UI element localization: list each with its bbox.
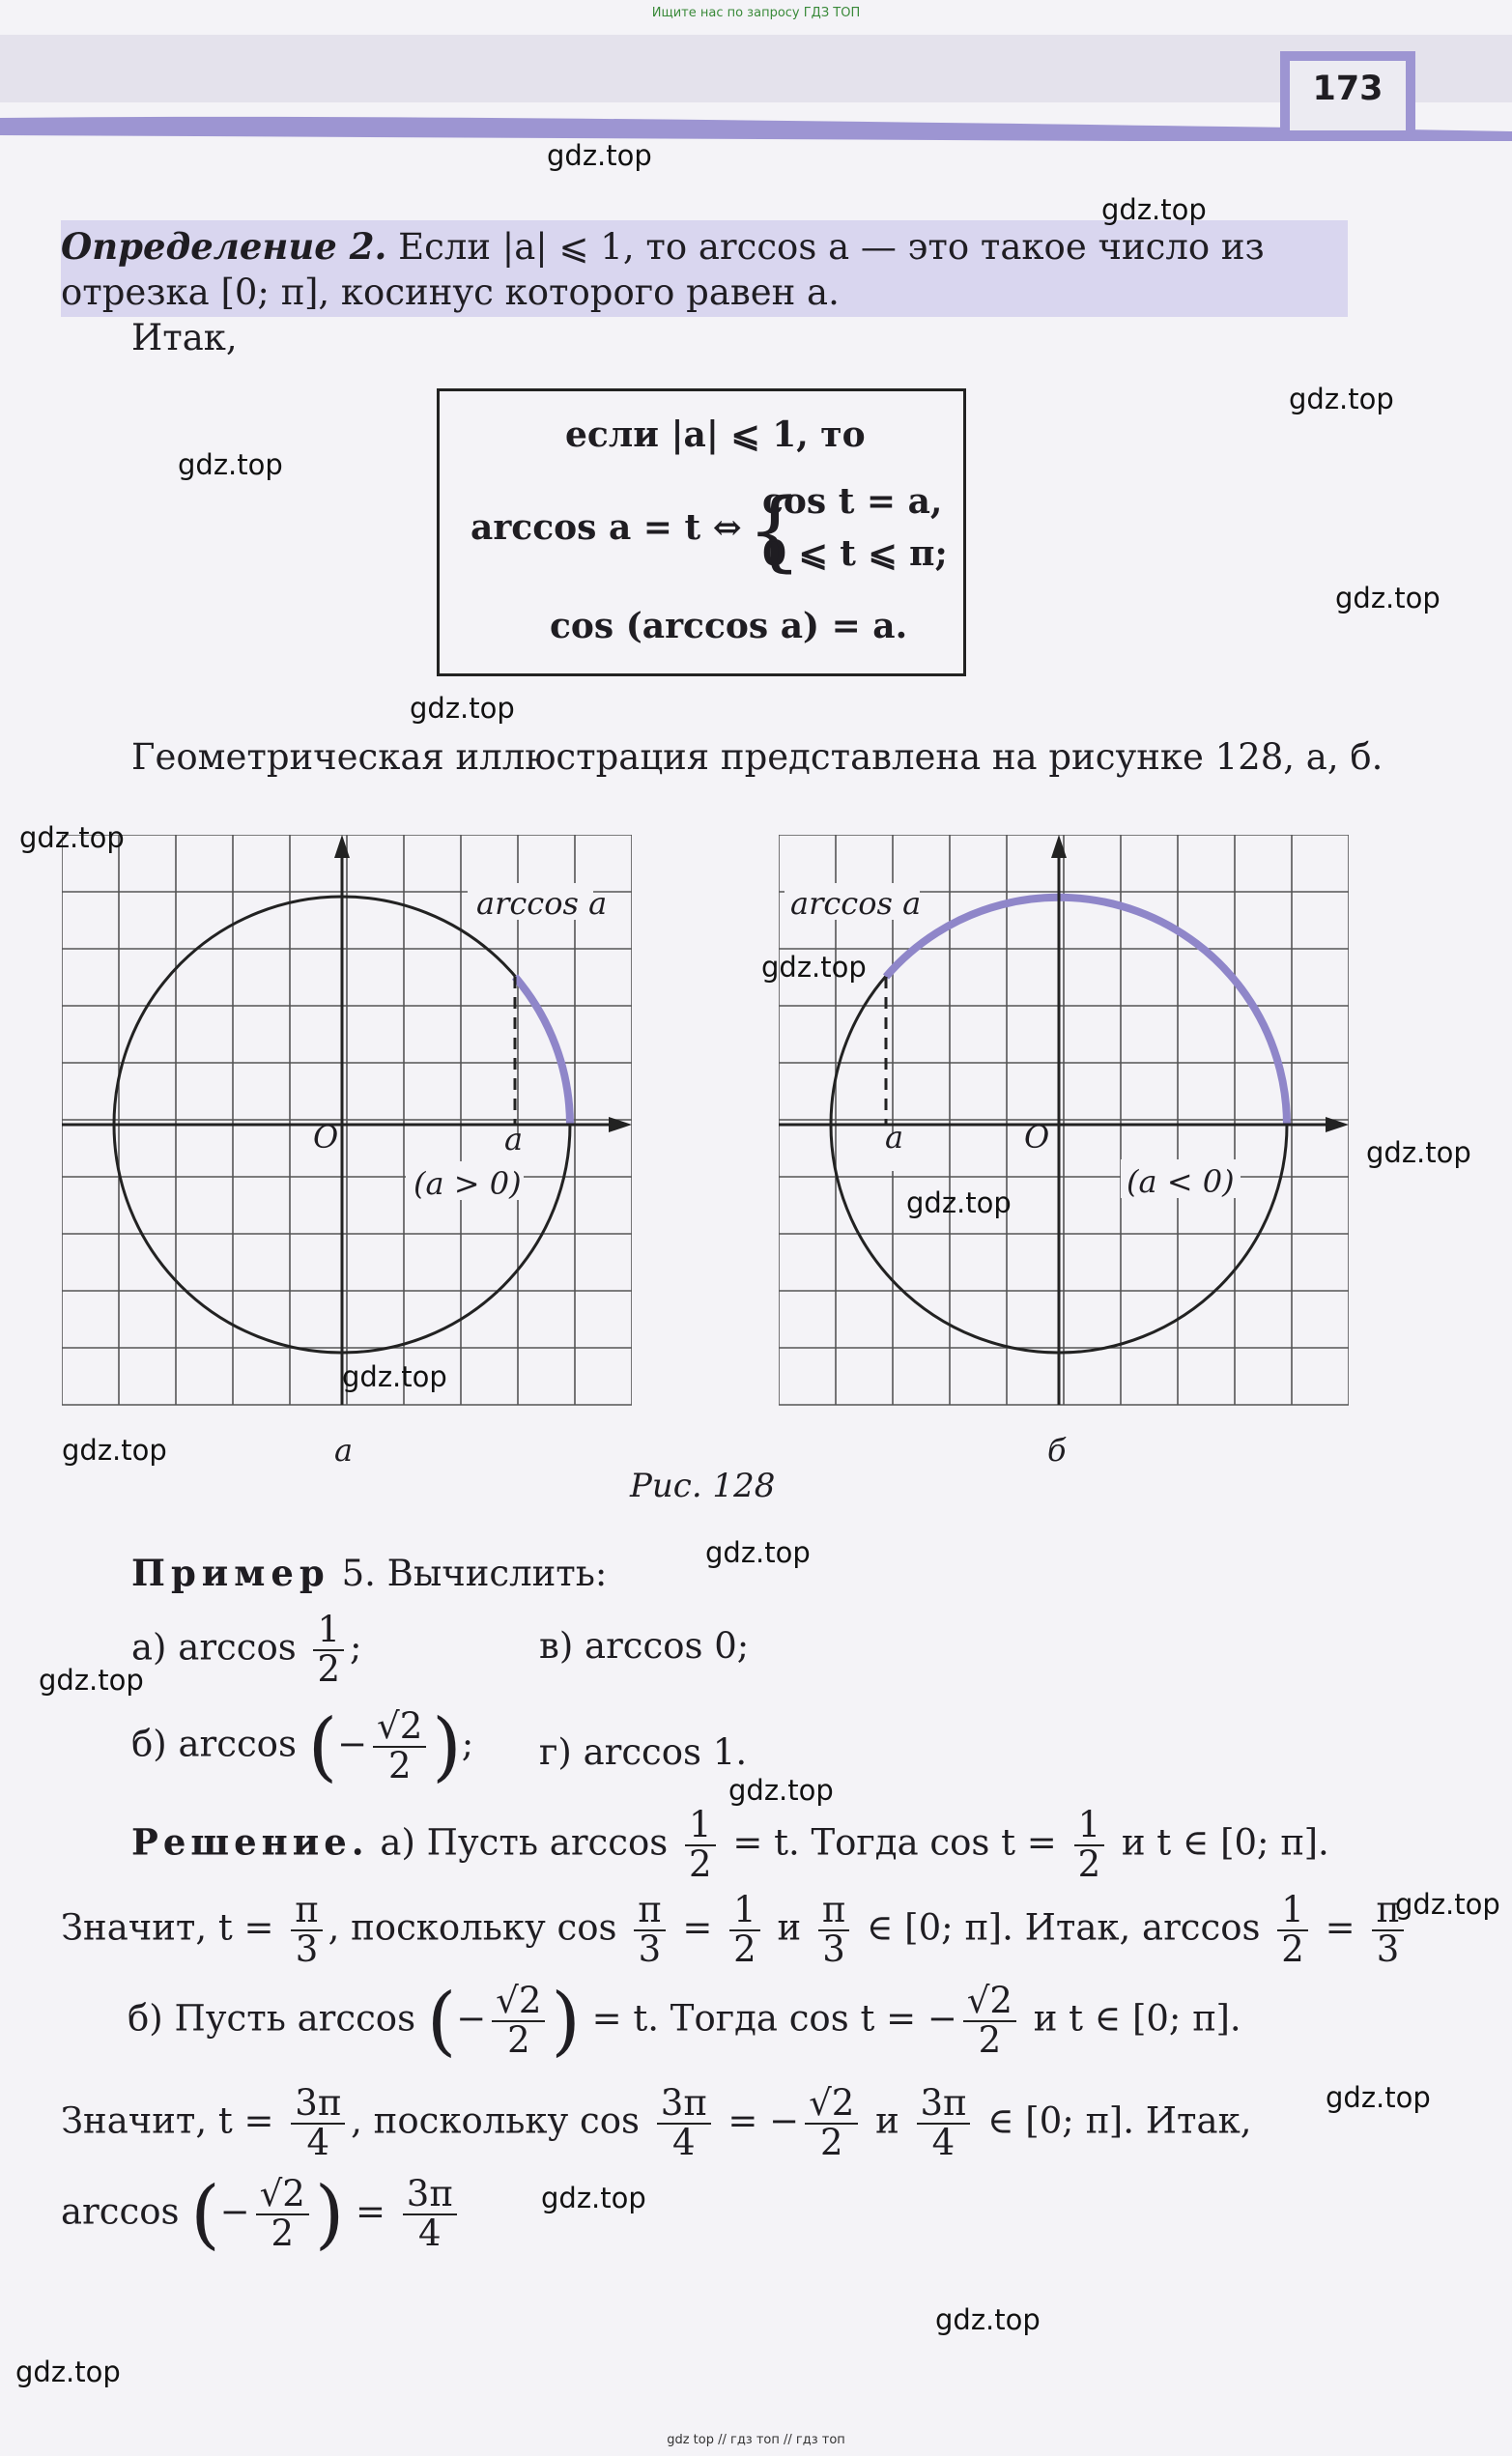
- fraction-denominator: 3: [295, 1928, 319, 1970]
- box-identity: cos (arccos a) = a.: [550, 606, 908, 646]
- solution-title: Решение.: [131, 1820, 369, 1864]
- text: Значит, t =: [61, 2099, 274, 2142]
- watermark: gdz.top: [342, 1360, 447, 1393]
- fig-a-arc-label: arccos a: [476, 885, 608, 922]
- fraction-numerator: 1: [1074, 1807, 1105, 1846]
- fraction-denominator: 2: [978, 2018, 1002, 2061]
- definition-line-1: [61, 225, 1265, 268]
- fig-a-sub: а: [334, 1432, 354, 1469]
- text: и: [777, 1906, 802, 1949]
- fraction-numerator: 3π: [403, 2176, 457, 2215]
- solution-line-3: б) Пусть arccos (− $\frac{√2}{2}$ ) = t. Тогда cos t = − $\frac{√2}{2}$ и t ∈ [0; π].: [128, 1977, 1241, 2065]
- watermark: gdz.top: [1395, 1888, 1500, 1921]
- watermark: gdz.top: [1289, 383, 1394, 415]
- solution-line-4: [61, 2082, 1252, 2163]
- fraction-numerator: √2: [373, 1708, 426, 1748]
- text: и t ∈ [0; π].: [1033, 1997, 1241, 2040]
- figure-128-b: [779, 835, 1349, 1414]
- fig-b-condition: (a < 0): [1127, 1163, 1235, 1200]
- solution-line-2: [61, 1889, 1410, 1970]
- fraction-numerator: √2: [963, 1983, 1016, 2022]
- fraction-denominator: 3: [1376, 1928, 1400, 1970]
- solution-line-1: [131, 1804, 1329, 1885]
- fraction-denominator: 2: [507, 2018, 530, 2061]
- fraction-denominator: 4: [671, 2121, 696, 2163]
- fraction-denominator: 2: [1077, 1842, 1101, 1885]
- box-equivalence: arccos a = t ⇔: [471, 507, 742, 548]
- fraction-numerator: √2: [256, 2176, 309, 2215]
- example-heading: [131, 1552, 607, 1594]
- fraction-denominator: 3: [822, 1928, 845, 1970]
- watermark: gdz.top: [1326, 2081, 1431, 2114]
- fraction-denominator: 2: [733, 1928, 756, 1970]
- definition-line-2: отрезка [0; π], косинус которого равен a.: [61, 271, 840, 313]
- fig-a-origin: O: [313, 1119, 339, 1156]
- watermark: gdz.top: [728, 1774, 834, 1807]
- text: , поскольку cos: [328, 1906, 617, 1949]
- fraction-denominator: 2: [387, 1744, 412, 1786]
- example-item-b: б) arccos (− $\frac{√2}{2}$ );: [131, 1702, 474, 1790]
- watermark: gdz.top: [541, 2182, 646, 2214]
- fig-a-condition: (a > 0): [414, 1165, 522, 1202]
- itak-label: Итак,: [131, 317, 238, 358]
- geometry-sentence: Геометрическая иллюстрация представлена на рисунке 128, a, б.: [131, 736, 1384, 778]
- definition-lead: Определение 2.: [61, 225, 387, 268]
- example-a-end: ;: [350, 1626, 362, 1669]
- arc-highlight: [886, 898, 1287, 1125]
- text: ∈ [0; π]. Итак, arccos: [866, 1906, 1261, 1949]
- top-banner[interactable]: Ищите нас по запросу ГДЗ ТОП: [651, 6, 861, 20]
- watermark: gdz.top: [1335, 582, 1441, 614]
- text: =: [682, 1906, 713, 1949]
- solution-line-5: arccos (− $\frac{√2}{2}$ ) = $\frac{3\pi}{4}$: [61, 2176, 463, 2253]
- fraction-denominator: 4: [417, 2212, 442, 2254]
- text: и: [875, 2099, 899, 2142]
- bottom-links[interactable]: gdz top // гдз топ // гдз топ: [667, 2433, 845, 2447]
- brace-icon: {: [747, 480, 803, 582]
- fraction-denominator: 4: [931, 2121, 956, 2163]
- text: = t. Тогда cos t =: [732, 1821, 1057, 1864]
- watermark: gdz.top: [547, 139, 652, 172]
- text: б) Пусть arccos: [128, 1997, 416, 2040]
- fraction-denominator: 2: [819, 2121, 843, 2163]
- fraction-numerator: √2: [805, 2085, 858, 2125]
- fraction-numerator: 3π: [917, 2085, 971, 2125]
- fraction-numerator: π: [818, 1892, 849, 1931]
- fraction-numerator: √2: [492, 1983, 545, 2022]
- watermark: gdz.top: [935, 2303, 1041, 2336]
- figure-caption: Рис. 128: [630, 1467, 776, 1505]
- definition-text: Если |a| ⩽ 1, то arccos a — это такое число из: [398, 226, 1265, 268]
- fraction-numerator: π: [634, 1892, 665, 1931]
- text: =: [356, 2190, 386, 2233]
- watermark: gdz.top: [705, 1536, 811, 1569]
- watermark: gdz.top: [906, 1186, 1012, 1219]
- fraction-numerator: 3π: [291, 2085, 345, 2125]
- text: Значит, t =: [61, 1906, 274, 1949]
- fig-b-arc-label: arccos a: [790, 885, 922, 922]
- fig-b-a-label: a: [885, 1119, 904, 1156]
- minus-sign: −: [219, 2190, 250, 2233]
- watermark: gdz.top: [62, 1434, 167, 1467]
- example-a-text: а) arccos: [131, 1626, 297, 1669]
- fraction-denominator: 4: [306, 2121, 329, 2163]
- example-item-g: г) arccos 1.: [539, 1731, 748, 1773]
- example-item-a: [131, 1609, 362, 1690]
- text: , поскольку cos: [351, 2099, 641, 2142]
- text: = t. Тогда cos t = −: [591, 1997, 957, 2040]
- watermark: gdz.top: [15, 2356, 121, 2388]
- fraction-numerator: 3π: [657, 2085, 711, 2125]
- text: ∈ [0; π]. Итак,: [987, 2099, 1252, 2142]
- box-condition: если |a| ⩽ 1, то: [565, 414, 866, 455]
- fig-a-a-label: a: [504, 1121, 524, 1157]
- text: а) Пусть arccos: [380, 1821, 669, 1864]
- example-b-end: ;: [461, 1723, 474, 1765]
- watermark: gdz.top: [1101, 193, 1207, 226]
- example-b-text: б) arccos: [131, 1723, 297, 1765]
- fraction-denominator: 2: [271, 2212, 295, 2254]
- text: =: [1325, 1906, 1355, 1949]
- watermark: gdz.top: [1366, 1136, 1471, 1169]
- fraction-numerator: 1: [313, 1612, 344, 1651]
- figure-128-a: [62, 835, 632, 1414]
- fraction-denominator: 3: [638, 1928, 662, 1970]
- watermark: gdz.top: [19, 821, 125, 854]
- text: = −: [727, 2099, 800, 2142]
- fraction-numerator: π: [291, 1892, 322, 1931]
- text: arccos: [61, 2190, 180, 2233]
- watermark: gdz.top: [410, 692, 515, 725]
- minus-sign: −: [456, 1997, 487, 2040]
- header-band: [0, 35, 1512, 141]
- fraction-numerator: π: [1372, 1892, 1403, 1931]
- formula-box: [437, 388, 966, 676]
- watermark: gdz.top: [178, 448, 283, 481]
- fraction-denominator: 2: [1281, 1928, 1304, 1970]
- fraction-numerator: 1: [729, 1892, 760, 1931]
- watermark: gdz.top: [761, 951, 867, 984]
- fig-b-origin: O: [1024, 1119, 1050, 1156]
- text: и t ∈ [0; π].: [1121, 1821, 1329, 1864]
- example-number: 5. Вычислить:: [341, 1553, 608, 1594]
- example-item-v: в) arccos 0;: [539, 1625, 750, 1667]
- page-number: 173: [1312, 70, 1384, 108]
- fraction-denominator: 2: [689, 1842, 712, 1885]
- fraction-numerator: 1: [685, 1807, 716, 1846]
- example-title: Пример: [131, 1552, 330, 1594]
- fraction-numerator: 1: [1277, 1892, 1308, 1931]
- box-cond-2: 0 ⩽ t ⩽ π;: [762, 533, 948, 574]
- fig-b-sub: б: [1047, 1432, 1067, 1469]
- arc-highlight: [515, 977, 570, 1125]
- box-cond-1: cos t = a,: [762, 481, 943, 522]
- fraction-denominator: 2: [317, 1647, 341, 1690]
- minus-sign: −: [337, 1723, 368, 1765]
- watermark: gdz.top: [39, 1664, 144, 1697]
